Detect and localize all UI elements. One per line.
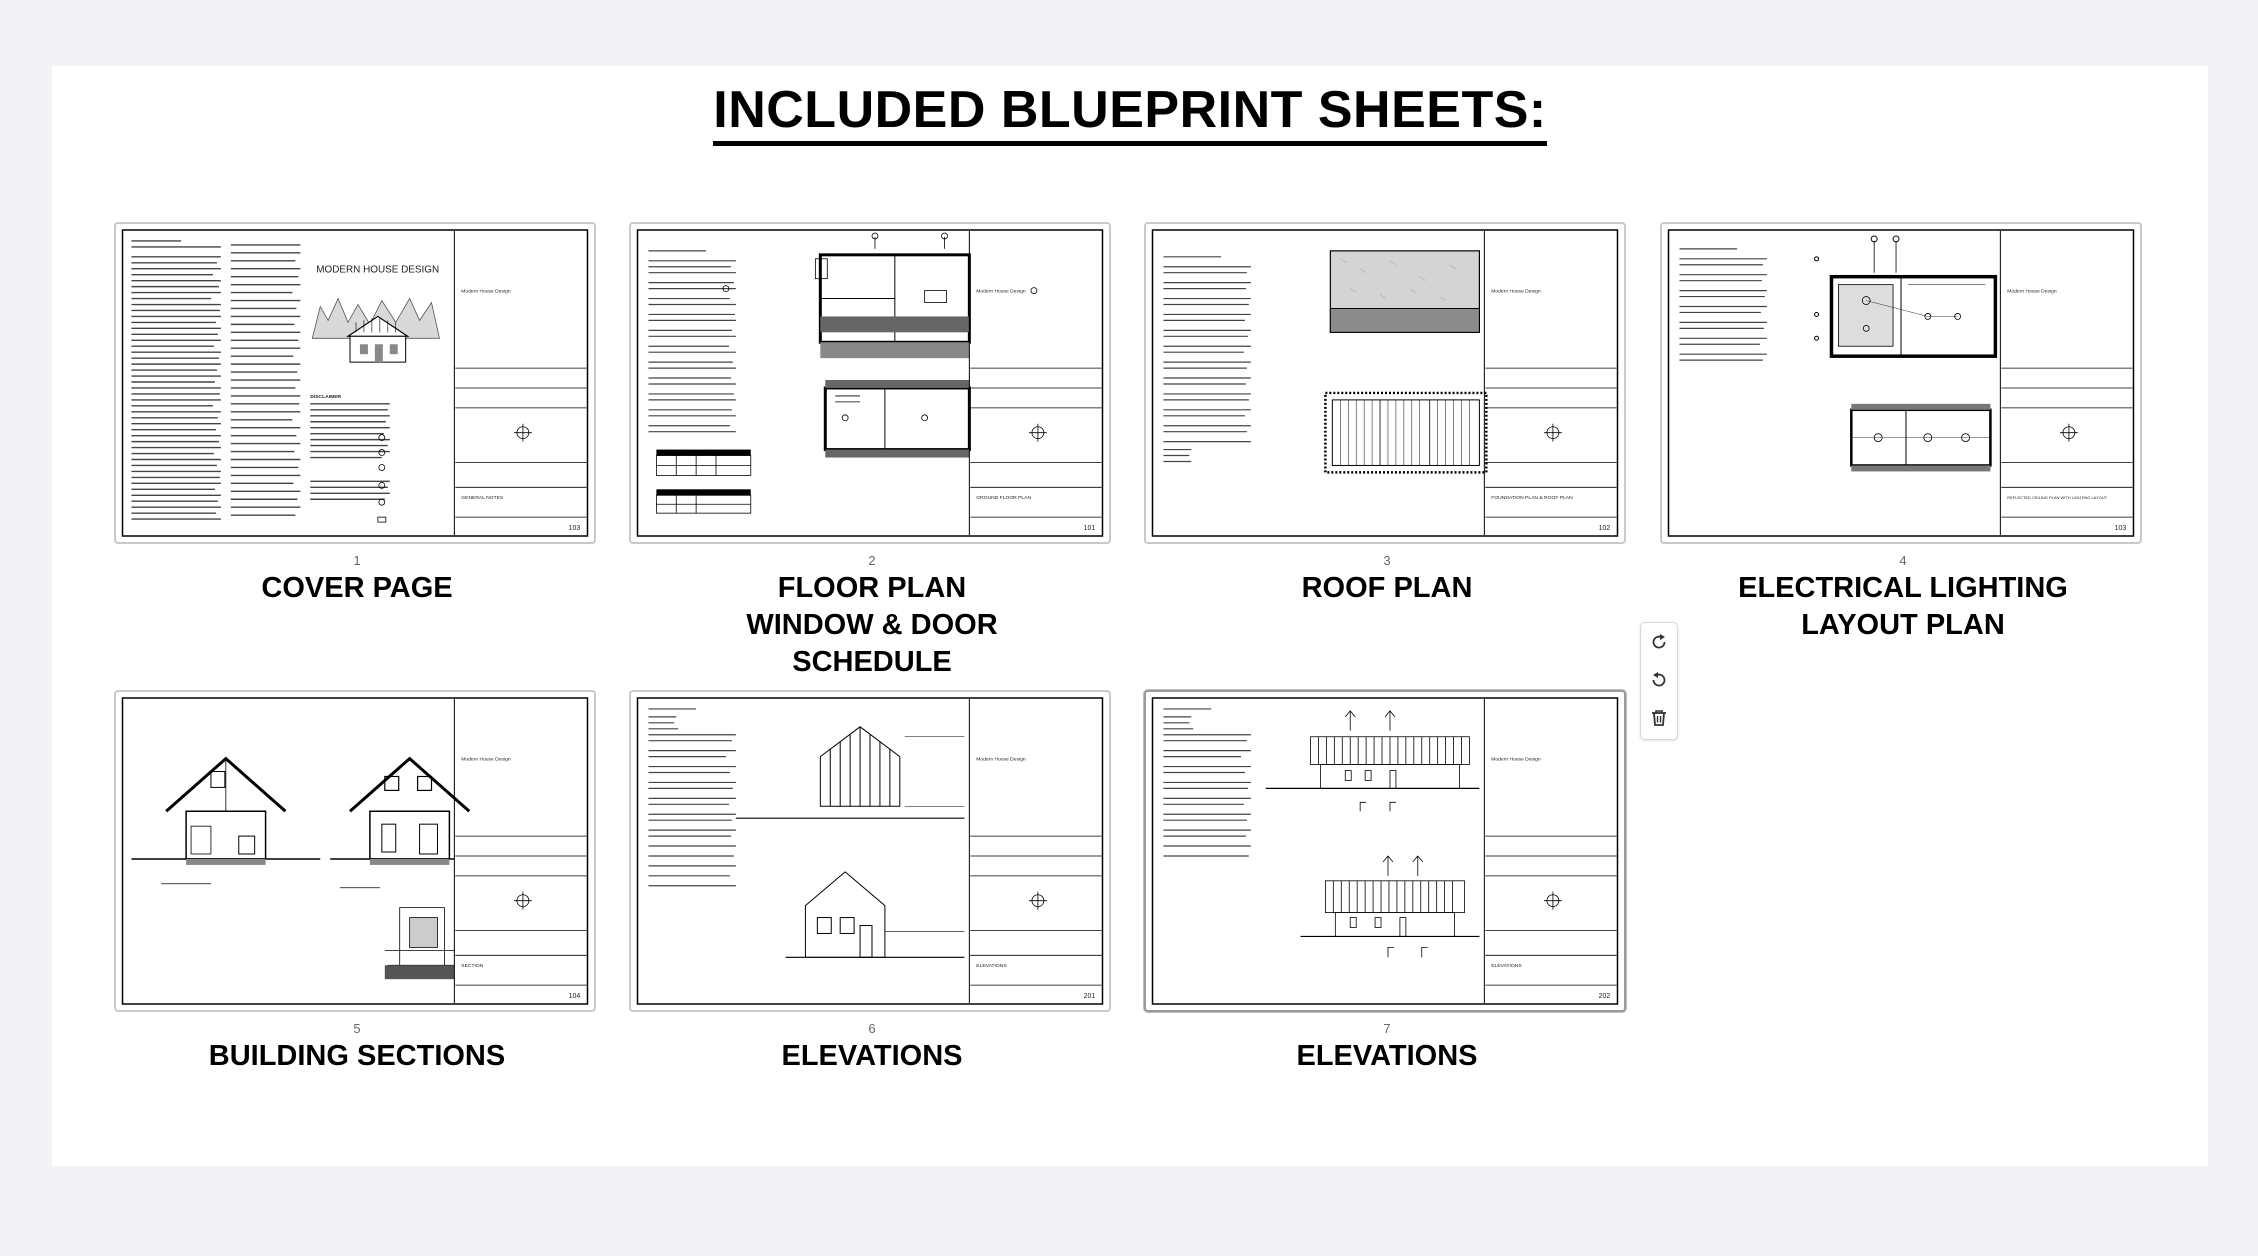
sheet-thumbnail-6[interactable] — [629, 690, 1111, 1012]
sheet-thumbnail-3[interactable] — [1144, 222, 1626, 544]
rotate-counterclockwise-button[interactable] — [1641, 661, 1677, 699]
sheet-thumbnail-4[interactable] — [1660, 222, 2142, 544]
sheet-thumbnail-5[interactable] — [114, 690, 596, 1012]
sheet-thumbnail-1[interactable] — [114, 222, 596, 544]
sheet-thumbnail-2[interactable] — [629, 222, 1111, 544]
svg-text:MODERN HOUSE DESIGN: MODERN HOUSE DESIGN — [316, 264, 440, 276]
svg-text:Modern House Design: Modern House Design — [976, 757, 1026, 763]
svg-text:Modern House Design: Modern House Design — [461, 289, 511, 295]
sheet-thumbnail-7[interactable] — [1144, 690, 1626, 1012]
delete-page-button[interactable] — [1641, 699, 1677, 737]
cover-page-drawing — [121, 229, 589, 537]
rotate-clockwise-icon — [1649, 632, 1669, 652]
sheet-tile-1[interactable] — [114, 222, 600, 607]
blueprint-canvas — [52, 66, 2208, 1166]
sheet-number: 2 — [868, 553, 876, 568]
svg-text:Modern House Design: Modern House Design — [976, 289, 1026, 295]
svg-text:REFLECTED CEILING PLAN WITH LI: REFLECTED CEILING PLAN WITH LIGHTING LAYOUT — [2007, 495, 2108, 501]
svg-text:GROUND FLOOR PLAN: GROUND FLOOR PLAN — [976, 496, 1032, 502]
page-heading: INCLUDED BLUEPRINT SHEETS: — [52, 80, 2208, 140]
roof-plan-drawing — [1151, 229, 1619, 537]
sheet-number: 7 — [1383, 1021, 1391, 1036]
svg-text:102: 102 — [1598, 525, 1611, 533]
sheet-caption: FLOOR PLAN WINDOW & DOOR SCHEDULE — [746, 572, 998, 678]
svg-text:202: 202 — [1598, 993, 1611, 1001]
electrical-plan-drawing — [1667, 229, 2135, 537]
sheet-number: 1 — [353, 553, 361, 568]
sheet-caption: BUILDING SECTIONS — [208, 1040, 506, 1072]
trash-icon — [1649, 708, 1669, 728]
svg-text:Modern House Design: Modern House Design — [1491, 757, 1541, 763]
sheet-tile-6[interactable] — [629, 690, 1115, 1075]
svg-text:Modern House Design: Modern House Design — [1491, 289, 1541, 295]
rotate-counterclockwise-icon — [1649, 670, 1669, 690]
svg-text:DISCLAIMER: DISCLAIMER — [310, 394, 342, 400]
svg-text:101: 101 — [1083, 525, 1096, 533]
sheet-tile-3[interactable] — [1144, 222, 1630, 607]
svg-text:GENERAL NOTES: GENERAL NOTES — [461, 496, 504, 502]
elevations-drawing-2 — [1151, 697, 1619, 1005]
svg-text:103: 103 — [568, 525, 581, 533]
sheet-caption: COVER PAGE — [261, 572, 453, 604]
page-toolbar — [1640, 622, 1678, 740]
sheet-number: 6 — [868, 1021, 876, 1036]
building-sections-drawing — [121, 697, 589, 1005]
svg-text:Modern House Design: Modern House Design — [2007, 289, 2057, 295]
svg-text:201: 201 — [1083, 993, 1096, 1001]
svg-text:FOUNDATION PLAN & ROOF PLAN: FOUNDATION PLAN & ROOF PLAN — [1491, 496, 1573, 502]
sheet-caption: ELEVATIONS — [781, 1040, 963, 1072]
sheet-tile-2[interactable] — [629, 222, 1115, 681]
sheet-number: 4 — [1899, 553, 1907, 568]
sheet-tile-5[interactable] — [114, 690, 600, 1075]
sheet-caption: ELECTRICAL LIGHTING LAYOUT PLAN — [1738, 572, 2068, 641]
svg-text:103: 103 — [2114, 525, 2127, 533]
sheet-caption: ELEVATIONS — [1296, 1040, 1478, 1072]
svg-text:Modern House Design: Modern House Design — [461, 757, 511, 763]
elevations-drawing-1 — [636, 697, 1104, 1005]
svg-text:SECTION: SECTION — [461, 964, 484, 970]
sheet-number: 5 — [353, 1021, 361, 1036]
sheet-tile-7[interactable] — [1144, 690, 1630, 1075]
sheet-tile-4[interactable] — [1660, 222, 2146, 644]
rotate-clockwise-button[interactable] — [1641, 623, 1677, 661]
svg-text:ELEVATIONS: ELEVATIONS — [1491, 964, 1522, 970]
sheet-caption: ROOF PLAN — [1301, 572, 1473, 604]
sheet-number: 3 — [1383, 553, 1391, 568]
svg-text:ELEVATIONS: ELEVATIONS — [976, 964, 1007, 970]
svg-text:104: 104 — [568, 993, 581, 1001]
floor-plan-drawing — [636, 229, 1104, 537]
